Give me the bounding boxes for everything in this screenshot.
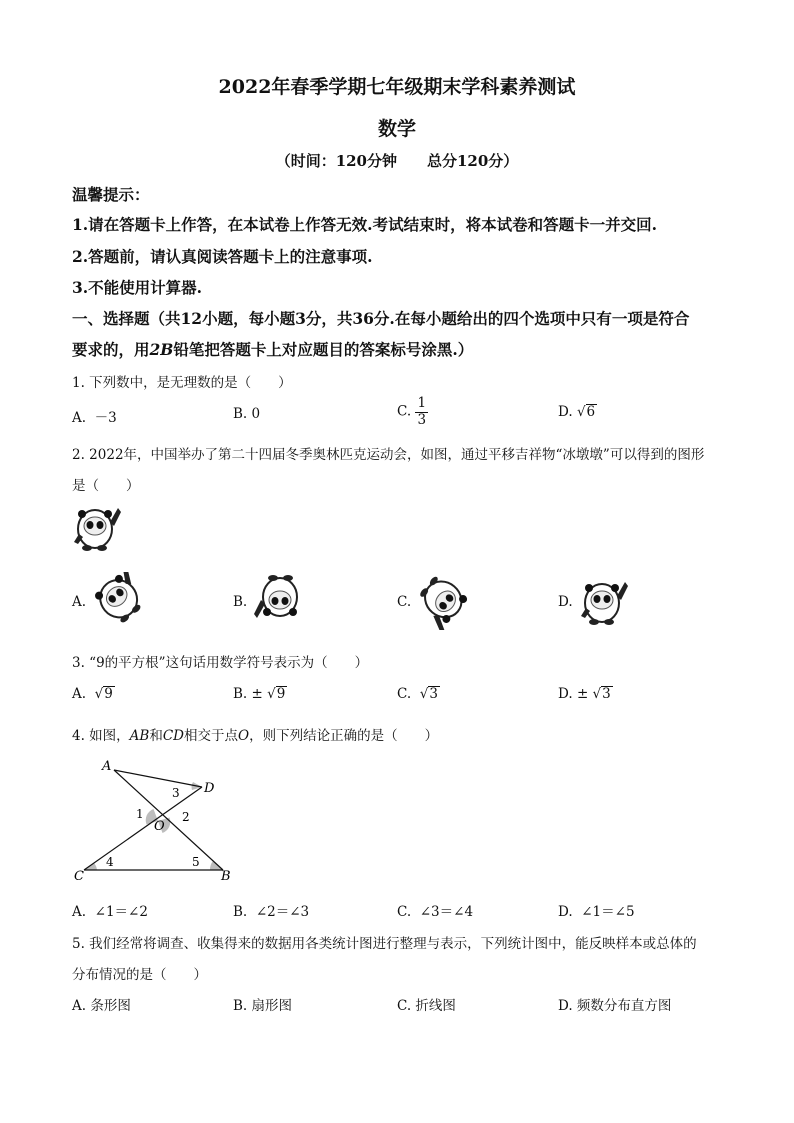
label-b: B [221, 869, 231, 884]
label-a: A [102, 759, 112, 774]
sqrt-expression: √3 [419, 686, 438, 702]
question-3-stem: 3. “9的平方根”这句话用数学符号表示为（ ） [72, 655, 369, 671]
label-angle-3: 3 [172, 786, 180, 800]
section-text: 要求的，用 [72, 340, 150, 359]
q3-option-a[interactable]: A. √9 [72, 686, 113, 702]
q4-option-b[interactable]: B. ∠2＝∠3 [233, 904, 310, 920]
label-angle-4: 4 [106, 855, 114, 869]
panda-mascot-original [72, 502, 122, 554]
question-5-stem: 5. 我们经常将调查、收集得来的数据用各类统计图进行整理与表示，下列统计图中，能反映样本或总体的 [72, 936, 697, 952]
segment-cd [84, 787, 202, 870]
q3-option-c[interactable]: C. √3 [397, 686, 438, 702]
q3-option-d[interactable]: D. ± √3 [558, 686, 611, 702]
q2-option-d[interactable]: D. [558, 594, 573, 610]
question-5-stem-line2: 分布情况的是（ ） [72, 967, 207, 983]
label-o: O [154, 819, 165, 834]
panda-rotated-image [414, 570, 474, 630]
q3-option-b[interactable]: B. ± √9 [233, 686, 286, 702]
question-4-stem: 4. 如图，AB和CD相交于点O，则下列结论正确的是（ ） [72, 728, 439, 744]
sqrt-expression: √9 [267, 686, 286, 702]
q2-option-b[interactable]: B. [233, 594, 248, 610]
section-heading: 一、选择题（共12小题，每小题3分，共36分.在每小题给出的四个选项中只有一项是符合 [72, 309, 690, 328]
label-angle-5: 5 [192, 855, 200, 869]
sqrt-expression: √9 [94, 686, 113, 702]
sqrt-expression: √3 [592, 686, 611, 702]
label-c: C [74, 869, 84, 884]
q2-option-a[interactable]: A. [72, 594, 87, 610]
geometry-figure [72, 754, 242, 884]
q1-option-d[interactable]: D. √6 [558, 404, 596, 420]
panda-translated-image [578, 574, 634, 630]
segment-ad [114, 770, 202, 787]
question-2-stem: 2. 2022年，中国举办了第二十四届冬季奥林匹克运动会，如图，通过平移吉祥物“冰墩墩”可以得到的图形 [72, 447, 705, 463]
q1-option-b[interactable]: B. 0 [233, 406, 261, 422]
q4-option-c[interactable]: C. ∠3＝∠4 [397, 904, 474, 920]
panda-flipped-image [252, 572, 308, 624]
q4-option-a[interactable]: A. ∠1＝∠2 [72, 904, 148, 920]
sqrt-expression: √6 [576, 404, 596, 420]
question-1-stem: 1. 下列数中，是无理数的是（ ） [72, 375, 292, 391]
fraction: $\frac{1}{3}$ [417, 395, 427, 428]
tip-item-3: 3.不能使用计算器. [72, 278, 203, 297]
label-angle-1: 1 [136, 807, 144, 821]
q5-option-c[interactable]: C. 折线图 [397, 998, 456, 1014]
panda-rotated-image [88, 572, 148, 624]
page-title: 2022年春季学期七年级期末学科素养测试 [218, 76, 576, 98]
pencil-grade: 2B [149, 340, 174, 359]
subject-title: 数学 [377, 118, 416, 140]
tips-heading: 温馨提示： [72, 185, 150, 204]
tip-item-2: 2.答题前，请认真阅读答题卡上的注意事项. [72, 247, 373, 266]
section-text: 铅笔把答题卡上对应题目的答案标号涂黑.） [173, 340, 474, 359]
label-angle-2: 2 [182, 810, 190, 824]
q5-option-d[interactable]: D. 频数分布直方图 [558, 998, 672, 1014]
q1-option-c[interactable]: C. $\frac{1}{3}$ [397, 395, 427, 428]
question-2-stem-line2: 是（ ） [72, 478, 140, 494]
q2-option-c[interactable]: C. [397, 594, 412, 610]
label-d: D [204, 781, 215, 796]
q5-option-a[interactable]: A. 条形图 [72, 998, 131, 1014]
tip-item-1: 1.请在答题卡上作答，在本试卷上作答无效.考试结束时，将本试卷和答题卡一并交回. [72, 215, 657, 234]
q1-option-a[interactable]: A. －3 [72, 410, 117, 426]
q4-option-d[interactable]: D. ∠1＝∠5 [558, 904, 635, 920]
time-note: （时间：120分钟 总分120分） [275, 152, 519, 170]
q5-option-b[interactable]: B. 扇形图 [233, 998, 293, 1014]
section-heading-line2 [72, 338, 473, 360]
